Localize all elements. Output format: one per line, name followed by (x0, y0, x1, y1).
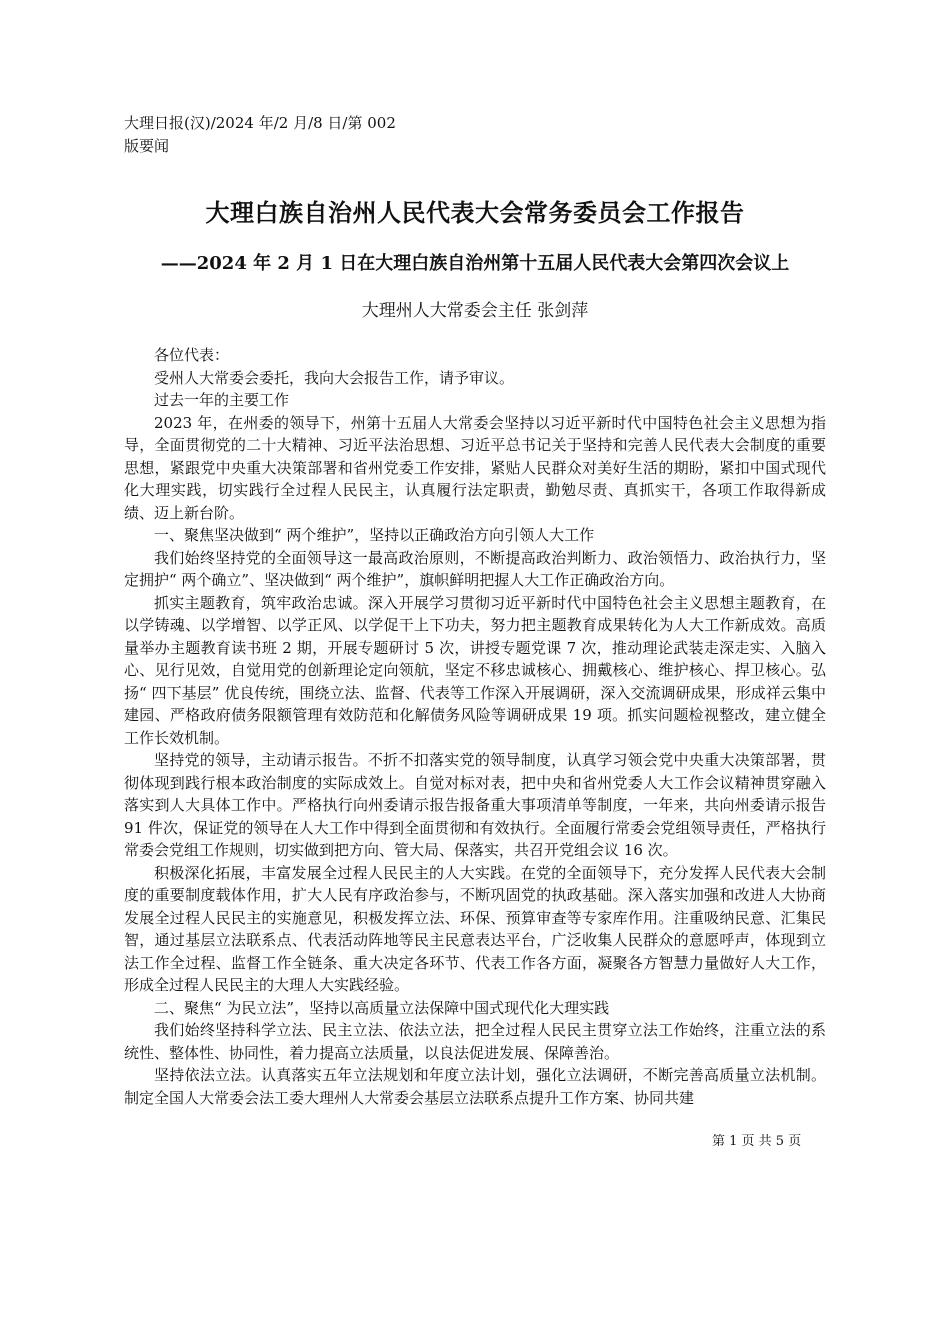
section-heading-past-year: 过去一年的主要工作 (154, 391, 290, 409)
paragraph: 我们始终坚持科学立法、民主立法、依法立法，把全过程人民民主贯穿立法工作始终，注重立法的系统性、整体性、协同性，着力提高立法质量，以良法促进发展、保障善治。 (124, 1021, 826, 1062)
report-title: 大理白族自治州人民代表大会常务委员会工作报告 (205, 198, 745, 227)
paragraph: 2023 年，在州委的领导下，州第十五届人大常委会坚持以习近平新时代中国特色社会主义思想为指导，全面贯彻党的二十大精神、习近平法治思想、习近平总书记关于坚持和完善人民代表大会制度的重要思想，紧跟党中央重大决策部署和省州党委工作安排，紧贴人民群众对美好生活的期盼，紧扣中国式现代化大理实践，切实践行全过程人民民主，认真履行法定职责，勤勉尽责、真抓实干，各项工作取得新成绩、迈上新台阶。 (124, 413, 826, 522)
paragraph: 坚持党的领导，主动请示报告。不折不扣落实党的领导制度，认真学习领会党中央重大决策部署，贯彻体现到践行根本政治制度的实际成效上。自觉对标对表，把中央和省州党委人大工作会议精神贯穿融入落实到人大具体工作中。严格执行向州委请示报告报备重大事项清单等制度，一年来，共向州委请示报告 91 件次，保证党的领导在人大工作中得到全面贯彻和有效执行。全面履行常委会党组领导责任，严格执行常委会党组工作规则，切实做到把方向、管大局、保落实，共召开党组会议 16 次。 (124, 751, 826, 859)
paragraph-intro: 受州人大常委会委托，我向大会报告工作，请予审议。 (154, 368, 515, 387)
paragraph: 坚持依法立法。认真落实五年立法规划和年度立法计划，强化立法调研，不断完善高质量立法机制。制定全国人大常委会法工委大理州人大常委会基层立法联系点提升工作方案、协同共建 (124, 1066, 826, 1107)
page-number: 第 1 页 共 5 页 (712, 1134, 802, 1149)
newspaper-source-line: 大理日报(汉)/2024 年/2 月/8 日/第 002 (124, 114, 396, 132)
paragraph: 积极深化拓展，丰富发展全过程人民民主的人大实践。在党的全面领导下，充分发挥人民代表大会制度的重要制度载体作用，扩大人民有序政治参与，不断巩固党的执政基础。深入落实加强和改进人大协商发展全过程人民民主的实施意见，积极发挥立法、环保、预算审查等专家库作用。注重吸纳民意、汇集民智，通过基层立法联系点、代表活动阵地等民主民意表达平台，广泛收集人民群众的意愿呼声，体现到立法工作全过程、监督工作全链条、重大决定各环节、代表工作各方面，凝聚各方智慧力量做好人大工作，形成全过程人民民主的大理人大实践经验。 (124, 863, 826, 994)
document-page (124, 112, 826, 1109)
paragraph: 抓实主题教育，筑牢政治忠诚。深入开展学习贯彻习近平新时代中国特色社会主义思想主题教育，在以学铸魂、以学增智、以学正风、以学促干上下功夫，努力把主题教育成果转化为人大工作新成效。高质量举办主题教育读书班 2 期，开展专题研讨 5 次，讲授专题党课 7 次，推动理论武装走深走实、入脑入心、见行见效，自觉用党的创新理论定向领航，坚定不移忠诚核心、拥戴核心、维护核心、捍卫核心。弘扬“ 四下基层” 优良传统，围绕立法、监督、代表等工作深入开展调研，深入交流调研成果，形成祥云集中建园、严格政府债务限额管理有效防范和化解债务风险等调研成果 19 项。抓实问题检视整改，建立健全工作长效机制。 (124, 593, 826, 747)
report-body (124, 344, 826, 1109)
section-heading-one: 一、聚焦坚决做到“ 两个维护”，坚持以正确政治方向引领人大工作 (154, 526, 595, 544)
paragraph: 我们始终坚持党的全面领导这一最高政治原则，不断提高政治判断力、政治领悟力、政治执行力，坚定拥护“ 两个确立”、坚决做到“ 两个维护”，旗帜鲜明把握人大工作正确政治方向。 (124, 548, 826, 589)
report-author: 大理州人大常委会主任 张剑萍 (361, 301, 589, 321)
section-heading-two: 二、聚焦“ 为民立法”，坚持以高质量立法保障中国式现代化大理实践 (154, 998, 610, 1017)
report-subtitle: ——2024 年 2 月 1 日在大理白族自治州第十五届人民代表大会第四次会议上 (160, 253, 790, 274)
paragraph-salutation: 各位代表： (154, 346, 230, 364)
newspaper-section-line: 版要闻 (124, 137, 170, 155)
